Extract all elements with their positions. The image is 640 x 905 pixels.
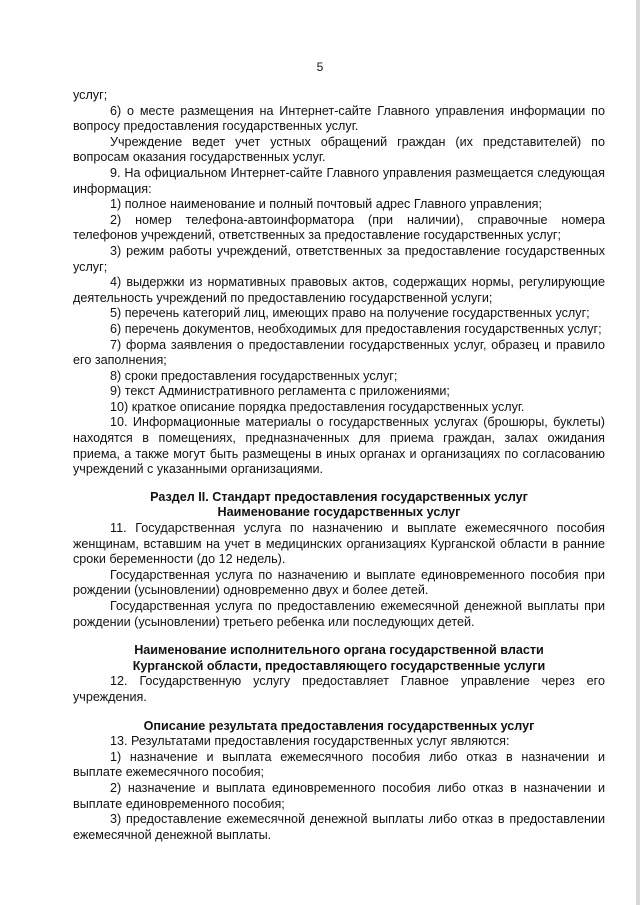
list-item: 6) перечень документов, необходимых для предоставления государственных услуг; bbox=[110, 321, 602, 336]
list-item: 9) текст Административного регламента с приложениями; bbox=[110, 384, 450, 399]
paragraph: Государственная услуга по назначению и выплате единовременного пособия при рождении (усыновлении) одновременно двух и более детей. bbox=[73, 567, 605, 598]
spacer bbox=[73, 478, 605, 490]
paragraph: 11. Государственная услуга по назначению и выплате ежемесячного пособия женщинам, вставшим на учет в медицинских организациях Курганской области в ранние сроки беременности (до 12 недель). bbox=[73, 521, 605, 567]
section-heading: Наименование исполнительного органа государственной власти bbox=[134, 643, 544, 658]
list-item: 1) полное наименование и полный почтовый адрес Главного управления; bbox=[110, 197, 542, 212]
paragraph: Учреждение ведет учет устных обращений граждан (их представителей) по вопросам оказания государственных услуг. bbox=[73, 134, 605, 165]
list-item: 4) выдержки из нормативных правовых актов, содержащих нормы, регулирующие деятельность учреждений по предоставлению государственной услуги; bbox=[73, 275, 605, 305]
spacer bbox=[73, 630, 605, 643]
spacer bbox=[73, 706, 605, 719]
paragraph: Государственная услуга по предоставлению ежемесячной денежной выплаты при рождении (усыновлении) третьего ребенка или последующих детей. bbox=[73, 599, 605, 629]
section-subheading: Наименование государственных услуг bbox=[217, 505, 461, 520]
list-item: 2) назначение и выплата единовременного пособия либо отказ в назначении и выплате единовременного пособия; bbox=[73, 780, 605, 811]
section-heading: Раздел II. Стандарт предоставления государственных услуг bbox=[150, 489, 528, 504]
section-heading: Описание результата предоставления государственных услуг bbox=[143, 718, 535, 733]
list-item: 3) предоставление ежемесячной денежной выплаты либо отказ в предоставлении ежемесячной денежной выплаты. bbox=[73, 812, 605, 842]
list-item: 1) назначение и выплата ежемесячного пособия либо отказ в назначении и выплате ежемесячного пособия; bbox=[73, 749, 605, 780]
list-item: 3) режим работы учреждений, ответственных за предоставление государственных услуг; bbox=[73, 243, 605, 274]
paragraph: 9. На официальном Интернет-сайте Главного управления размещается следующая информация: bbox=[73, 165, 605, 196]
list-item: 5) перечень категорий лиц, имеющих право на получение государственных услуг; bbox=[110, 306, 590, 321]
paragraph: услуг; bbox=[73, 88, 108, 102]
list-item: 2) номер телефона-автоинформатора (при наличии), справочные номера телефонов учреждений, ответственных за предоставление государственных услуг; bbox=[73, 212, 605, 243]
document-body bbox=[73, 88, 605, 843]
list-item: 8) сроки предоставления государственных услуг; bbox=[110, 368, 398, 383]
list-item: 10) краткое описание порядка предоставления государственных услуг. bbox=[110, 399, 525, 414]
paragraph: 12. Государственную услугу предоставляет Главное управление через его учреждения. bbox=[73, 674, 605, 704]
section-heading: Курганской области, предоставляющего государственные услуги bbox=[132, 658, 546, 673]
list-item: 7) форма заявления о предоставлении государственных услуг, образец и правило его заполнения; bbox=[73, 337, 605, 368]
page-number: 5 bbox=[316, 60, 324, 74]
paragraph: 10. Информационные материалы о государственных услугах (брошюры, буклеты) находятся в помещениях, предназначенных для приема граждан, залах ожидания приема, а также могут быть размещены в иных органах и организациях по согласованию учреждений с указанными организациями. bbox=[73, 415, 605, 477]
paragraph: 6) о месте размещения на Интернет-сайте Главного управления информации по вопросу предоставления государственных услуг. bbox=[73, 103, 605, 134]
paragraph: 13. Результатами предоставления государственных услуг являются: bbox=[110, 734, 510, 749]
